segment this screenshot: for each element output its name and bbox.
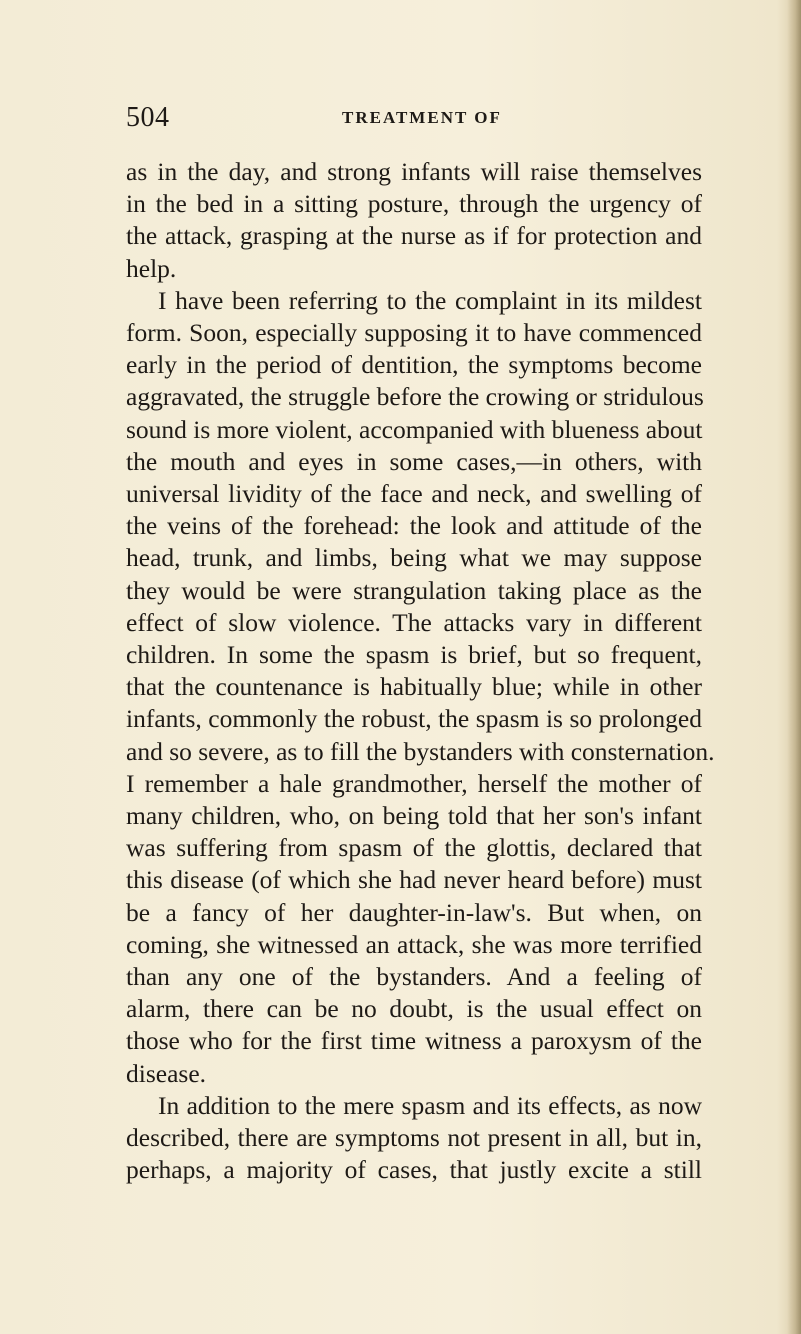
page-header xyxy=(126,102,686,142)
running-head: TREATMENT OF xyxy=(342,108,502,127)
text-line: described, there are symptoms not present in all, but in, xyxy=(126,1123,702,1153)
paragraph-start-line: In addition to the mere spasm and its effects, as now xyxy=(158,1090,702,1120)
text-line: perhaps, a majority of cases, that justly excite a still xyxy=(126,1155,702,1185)
text-line: in the bed in a sitting posture, through the urgency of xyxy=(126,189,702,219)
text-line: this disease (of which she had never heard before) must xyxy=(126,865,702,895)
text-line: sound is more violent, accompanied with blueness about xyxy=(126,414,703,444)
text-line: that the countenance is habitually blue; while in other xyxy=(126,672,702,702)
text-line: children. In some the spasm is brief, but so frequent, xyxy=(126,640,702,670)
text-line: form. Soon, especially supposing it to have commenced xyxy=(126,318,702,348)
text-line: and so severe, as to fill the bystanders with consternation. xyxy=(126,736,715,766)
text-line: the attack, grasping at the nurse as if for protection and xyxy=(126,221,702,251)
text-line: effect of slow violence. The attacks vary in different xyxy=(126,607,702,637)
text-line: as in the day, and strong infants will raise themselves xyxy=(126,157,702,186)
text-line: aggravated, the struggle before the crowing or stridulous xyxy=(126,382,704,412)
text-line: those who for the first time witness a paroxysm of the xyxy=(126,1026,702,1056)
paragraph-start-line: I have been referring to the complaint in its mildest xyxy=(158,285,702,315)
page-number: 504 xyxy=(126,102,170,133)
paragraph-end-line: help. xyxy=(126,253,177,283)
text-line: the mouth and eyes in some cases,—in others, with xyxy=(126,446,702,476)
body-text xyxy=(126,156,715,1187)
text-line: they would be were strangulation taking place as the xyxy=(126,575,702,605)
text-line: universal lividity of the face and neck, and swelling of xyxy=(126,479,702,509)
text-line: coming, she witnessed an attack, she was more terrified xyxy=(126,929,702,959)
text-line: be a fancy of her daughter-in-law's. But when, on xyxy=(126,897,702,927)
text-line: I remember a hale grandmother, herself the mother of xyxy=(126,768,702,798)
text-line: head, trunk, and limbs, being what we may suppose xyxy=(126,543,702,573)
text-line: alarm, there can be no doubt, is the usual effect on xyxy=(126,994,702,1024)
text-line: than any one of the bystanders. And a feeling of xyxy=(126,962,702,992)
paragraph-end-line: disease. xyxy=(126,1058,207,1088)
text-line: was suffering from spasm of the glottis, declared that xyxy=(126,833,702,863)
text-line: the veins of the forehead: the look and attitude of the xyxy=(126,511,702,541)
text-line: early in the period of dentition, the symptoms become xyxy=(126,350,702,380)
text-line: infants, commonly the robust, the spasm is so prolonged xyxy=(126,704,702,734)
text-line: many children, who, on being told that her son's infant xyxy=(126,801,702,831)
page-edge-shadow xyxy=(787,0,801,1334)
